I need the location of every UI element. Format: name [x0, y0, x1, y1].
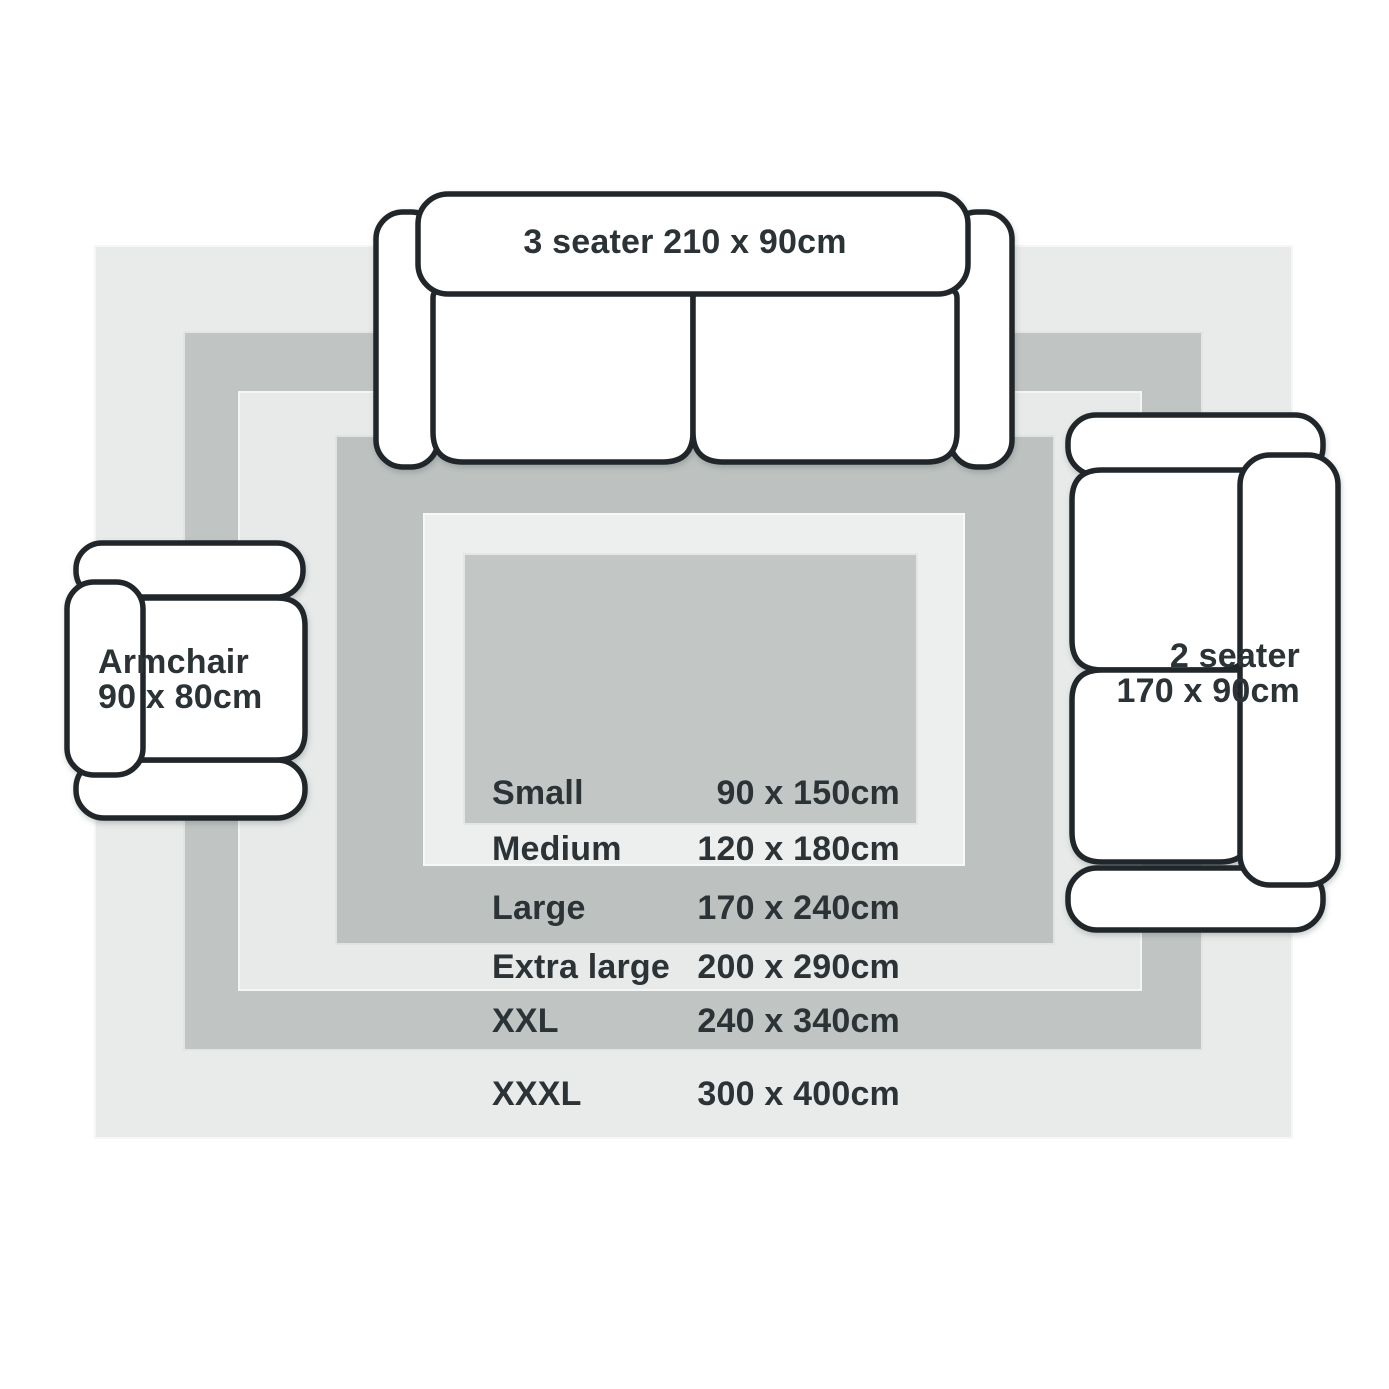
size-dimensions: 90 x 150cm [716, 773, 900, 812]
size-name: Medium [492, 829, 622, 868]
sofa-2seater-label-line1: 2 seater [1169, 637, 1300, 675]
sofa3-seat-cushion-right [693, 290, 957, 462]
sofa-2seater-label-line2: 170 x 90cm [1116, 672, 1300, 710]
armchair-label-line2: 90 x 80cm [98, 678, 263, 716]
sofa-2seater-label [1050, 639, 1300, 709]
size-dimensions: 300 x 400cm [697, 1074, 900, 1113]
size-row-medium [492, 829, 900, 868]
size-row-small [492, 773, 900, 812]
size-name: Large [492, 888, 586, 927]
size-row-large [492, 888, 900, 927]
size-dimensions: 240 x 340cm [697, 1001, 900, 1040]
size-row-extra-large [492, 947, 900, 986]
sofa-3seater-label: 3 seater 210 x 90cm [523, 223, 847, 261]
armchair-label-line1: Armchair [98, 643, 249, 681]
size-row-xxxl [492, 1074, 900, 1113]
size-name: Extra large [492, 947, 670, 986]
size-row-xxl [492, 1001, 900, 1040]
size-dimensions: 120 x 180cm [697, 829, 900, 868]
size-name: Small [492, 773, 584, 812]
size-name: XXXL [492, 1074, 582, 1113]
sofa3-seat-cushion-left [433, 290, 693, 462]
size-name: XXL [492, 1001, 559, 1040]
size-dimensions: 200 x 290cm [697, 947, 900, 986]
size-dimensions: 170 x 240cm [697, 888, 900, 927]
armchair-label [98, 645, 262, 715]
